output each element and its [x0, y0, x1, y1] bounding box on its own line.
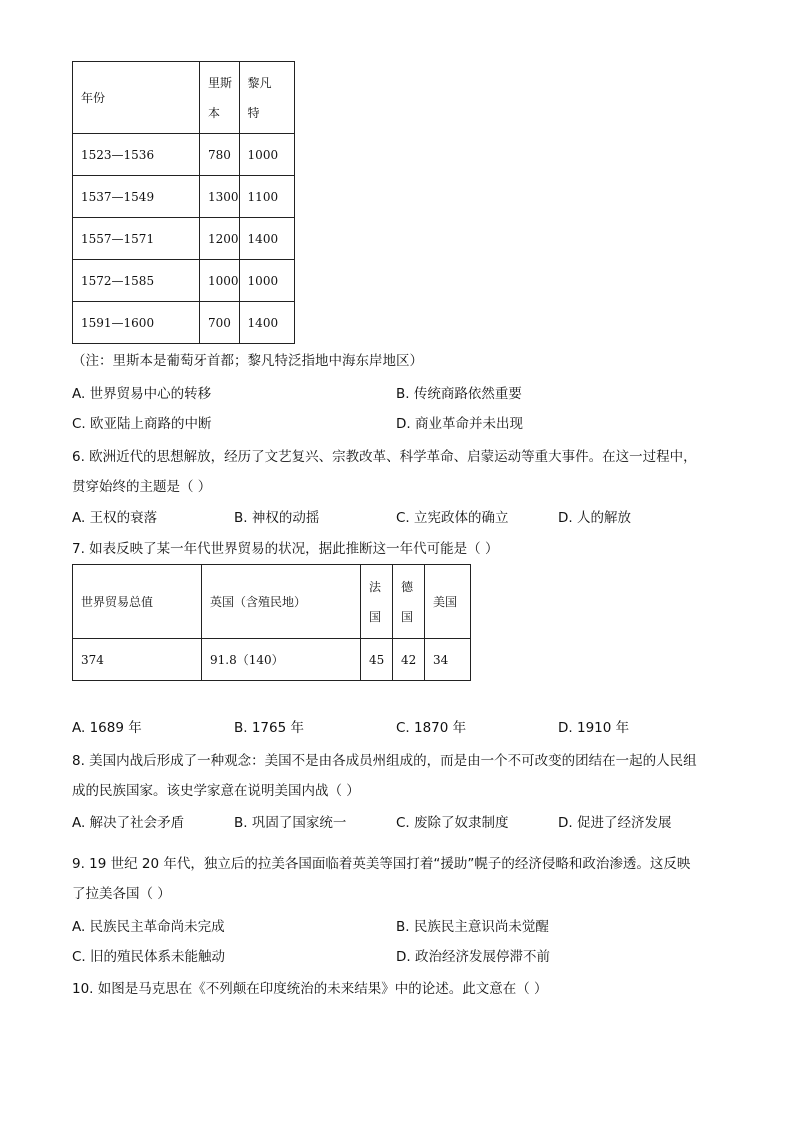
header-usa: 美国: [425, 565, 471, 639]
q8-option-a[interactable]: A. 解决了社会矛盾: [72, 815, 185, 831]
cell-germany: 42: [393, 639, 425, 681]
q9-option-d[interactable]: D. 政治经济发展停滞不前: [396, 949, 550, 965]
header-germany: 德 国: [393, 565, 425, 639]
q8-stem-line1: 8. 美国内战后形成了一种观念：美国不是由各成员州组成的，而是由一个不可改变的团结在一起的人民组: [72, 753, 697, 769]
cell-levant: 1000: [239, 260, 294, 302]
header-britain: 英国（含殖民地）: [202, 565, 361, 639]
cell-lisbon: 780: [200, 134, 240, 176]
cell-year: 1572—1585: [73, 260, 200, 302]
q8-option-c[interactable]: C. 废除了奴隶制度: [396, 815, 509, 831]
q5-option-a[interactable]: A. 世界贸易中心的转移: [72, 386, 212, 402]
cell-lisbon: 1200: [200, 218, 240, 260]
q9-stem-line2: 了拉美各国（ ）: [72, 886, 171, 902]
q10-stem: 10. 如图是马克思在《不列颠在印度统治的未来结果》中的论述。此文意在（ ）: [72, 981, 548, 997]
cell-year: 1591—1600: [73, 302, 200, 344]
cell-year: 1557—1571: [73, 218, 200, 260]
world-trade-table: [72, 564, 471, 681]
table1-note: （注：里斯本是葡萄牙首都；黎凡特泛指地中海东岸地区）: [72, 353, 423, 369]
q9-stem-line1: 9. 19 世纪 20 年代，独立后的拉美各国面临着英美等国打着“援助”幌子的经济侵略和政治渗透。这反映: [72, 856, 691, 872]
q5-option-b[interactable]: B. 传统商路依然重要: [396, 386, 522, 402]
cell-levant: 1400: [239, 218, 294, 260]
q5-option-c[interactable]: C. 欧亚陆上商路的中断: [72, 416, 212, 432]
header-france: 法 国: [361, 565, 393, 639]
q6-stem-line1: 6. 欧洲近代的思想解放，经历了文艺复兴、宗教改革、科学革命、启蒙运动等重大事件。在这一过程中，: [72, 449, 697, 465]
q7-option-b[interactable]: B. 1765 年: [234, 720, 304, 736]
cell-usa: 34: [425, 639, 471, 681]
q6-option-a[interactable]: A. 王权的衰落: [72, 510, 158, 526]
q9-option-a[interactable]: A. 民族民主革命尚未完成: [72, 919, 225, 935]
q8-option-d[interactable]: D. 促进了经济发展: [558, 815, 672, 831]
cell-lisbon: 1000: [200, 260, 240, 302]
q6-option-b[interactable]: B. 神权的动摇: [234, 510, 320, 526]
q8-stem-line2: 成的民族国家。该史学家意在说明美国内战（ ）: [72, 783, 360, 799]
cell-levant: 1000: [239, 134, 294, 176]
cell-lisbon: 1300: [200, 176, 240, 218]
q7-option-d[interactable]: D. 1910 年: [558, 720, 630, 736]
q9-option-c[interactable]: C. 旧的殖民体系未能触动: [72, 949, 226, 965]
q6-option-c[interactable]: C. 立宪政体的确立: [396, 510, 509, 526]
header-levant: 黎凡 特: [239, 62, 294, 134]
cell-year: 1523—1536: [73, 134, 200, 176]
q7-option-c[interactable]: C. 1870 年: [396, 720, 467, 736]
trade-table-lisbon-levant: [72, 61, 295, 344]
cell-britain: 91.8（140）: [202, 639, 361, 681]
cell-france: 45: [361, 639, 393, 681]
cell-year: 1537—1549: [73, 176, 200, 218]
q8-option-b[interactable]: B. 巩固了国家统一: [234, 815, 347, 831]
q6-option-d[interactable]: D. 人的解放: [558, 510, 631, 526]
cell-levant: 1400: [239, 302, 294, 344]
cell-lisbon: 700: [200, 302, 240, 344]
q6-stem-line2: 贯穿始终的主题是（ ）: [72, 479, 212, 495]
header-lisbon: 里斯 本: [200, 62, 240, 134]
header-world-trade-total: 世界贸易总值: [73, 565, 202, 639]
q7-stem: 7. 如表反映了某一年代世界贸易的状况，据此推断这一年代可能是（ ）: [72, 541, 499, 557]
cell-world-trade-total: 374: [73, 639, 202, 681]
q7-option-a[interactable]: A. 1689 年: [72, 720, 142, 736]
header-year: 年份: [73, 62, 200, 134]
q9-option-b[interactable]: B. 民族民主意识尚未觉醒: [396, 919, 549, 935]
q5-option-d[interactable]: D. 商业革命并未出现: [396, 416, 523, 432]
cell-levant: 1100: [239, 176, 294, 218]
